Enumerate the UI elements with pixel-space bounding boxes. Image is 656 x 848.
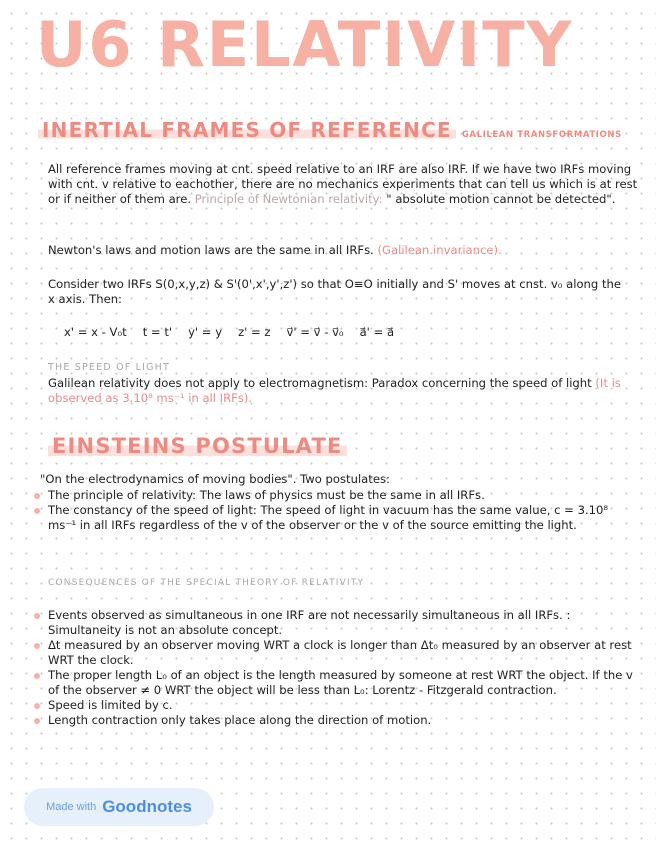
inertial-p1-main: All reference frames moving at cnt. speed relative to an IRF are also IRF. If we have two IRFs moving with cnt. v relative to eachother, there are no mechanics experiments that can tell us which is at rest or if neither of them are. [48,162,638,206]
goodnotes-logo: Goodnotes [102,797,192,816]
consequence-item-3: The proper length L₀ of an object is the length measured by someone at rest WRT the object. If the v of the observer ≠ 0 WRT the object will be less than L₀: Lorentz - Fitzgerald contraction. [48,668,633,697]
einstein-intro: "On the electrodynamics of moving bodies". Two postulates: [40,472,390,486]
consequence-item-1: Events observed as simultaneous in one IRF are not necessarily simultaneous in all IRFs. : Simultaneity is not an absolute concept. [48,608,633,638]
consequences-list [48,608,633,728]
inertial-paragraph-2 [48,243,638,258]
postulate-item-2: The constancy of the speed of light: The speed of light in vacuum has the same value, c = 3.10⁸ ms⁻¹ in all IRFs regardless of the v of the observer or the v of the source emitting the light. [48,503,628,533]
speed-of-light-main: Galilean relativity does not apply to electromagnetism: Paradox concerning the speed of light [48,376,592,390]
postulate-item-1: The principle of relativity: The laws of physics must be the same in all IRFs. [48,488,628,503]
einstein-heading-row [48,436,347,457]
inertial-paragraph-1 [48,162,638,207]
inertial-p1-end: " absolute motion cannot be detected". [386,192,616,206]
speed-of-light-heading: THE SPEED OF LIGHT [48,362,171,373]
consequence-item-5: Length contraction only takes place along the direction of motion. [48,713,633,728]
consequences-heading: CONSEQUENCES OF THE SPECIAL THEORY OF RELATIVITY [48,578,365,588]
inertial-p2-main: Newton's laws and motion laws are the same in all IRFs. [48,243,374,257]
badge-prefix: Made with [46,801,97,813]
speed-of-light-paragraph [48,376,628,406]
formula-a: a⃗' = a⃗ [359,325,395,339]
speed-of-light-observed: (It is observed as 3.10⁸ ms⁻¹ in all IRFs). [48,376,621,405]
consequence-item-2: Δt measured by an observer moving WRT a clock is longer than Δt₀ measured by an observer at rest WRT the clock. [48,638,632,667]
galilean-subheading: GALILEAN TRANSFORMATIONS [461,130,622,140]
page-title: U6 RELATIVITY [36,8,574,81]
galilean-formulas [64,325,394,339]
formula-z: z' = z [238,325,271,339]
formula-t: t = t' [142,325,173,339]
inertial-heading: INERTIAL FRAMES OF REFERENCE [38,120,456,140]
einstein-heading: EINSTEINS POSTULATE [48,434,347,458]
formula-x: x' = x - V₀t [64,325,127,339]
formula-v: v⃗' = v⃗ - v⃗₀ [286,325,344,339]
consequence-item-4: Speed is limited by c. [48,698,633,713]
inertial-heading-row [38,120,622,140]
formula-y: y' = y [188,325,223,339]
einstein-postulates-list [48,488,628,533]
inertial-paragraph-3: Consider two IRFs S(0,x,y,z) & S'(0',x',y',z') so that O≡O initially and S' moves at cnst. v₀ along the x axis. Then: [48,277,621,306]
made-with-goodnotes-badge[interactable] [24,788,214,826]
galilean-invariance: (Galilean invariance). [377,243,502,257]
newtonian-relativity-label: Principle of Newtonian relativity: [194,192,383,206]
